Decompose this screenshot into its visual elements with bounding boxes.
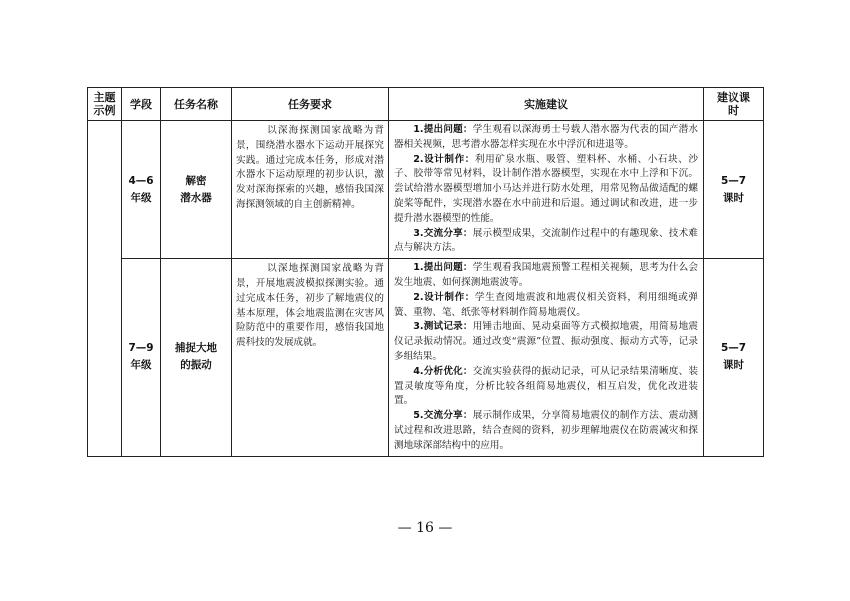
suggestion-step xyxy=(394,227,698,257)
step-text: 交流实验获得的振动记录，可从记录结果清晰度、装置灵敏度等角度，分析比较各组简易地震仪，相互启发，优化改进装置。 xyxy=(394,365,698,407)
hours-unit: 课时 xyxy=(723,359,744,372)
step-title: 1.提出问题： xyxy=(413,124,473,135)
hours-cell xyxy=(704,121,764,259)
table-row xyxy=(88,121,764,259)
step-text: 学生观看以深海勇士号载人潜水器为代表的国产潜水器相关视频，思考潜水器怎样实现在水中浮沉和进退等。 xyxy=(394,124,698,150)
step-title: 2.设计制作： xyxy=(413,153,475,165)
stage-cell xyxy=(122,121,161,259)
stage-range: 4—6 xyxy=(128,174,154,187)
suggestion-step xyxy=(394,320,698,364)
step-text: 展示制作成果，分享简易地震仪的制作方法、震动测试过程和改进思路，结合查阅的资料，初步理解地震仪在防震减灾和探测地球深部结构中的应用。 xyxy=(394,410,698,451)
step-title: 4.分析优化： xyxy=(413,365,473,377)
task-name-cell xyxy=(161,121,232,259)
step-title: 1.提出问题： xyxy=(413,262,473,274)
suggestion-step xyxy=(394,123,698,153)
task-name-line-1: 捕捉大地 xyxy=(175,342,217,355)
task-name-line-2: 的振动 xyxy=(180,359,212,372)
hours-range: 5—7 xyxy=(720,342,747,355)
suggestion-step xyxy=(394,153,698,227)
requirement-text: 以深海探测国家战略为背景，围绕潜水器水下运动开展探究实践。通过完成本任务，形成对潜水器水下运动原理的初步认识，激发对深海探索的兴趣，感悟我国深海探测领域的自主创新精神。 xyxy=(236,125,384,210)
stage-range: 7—9 xyxy=(128,342,154,355)
requirement-cell xyxy=(232,259,389,456)
step-title: 2.设计制作： xyxy=(413,291,475,303)
header-suggestions: 实施建议 xyxy=(389,88,704,121)
header-theme: 主题示例 xyxy=(88,88,122,121)
stage-cell xyxy=(122,259,161,456)
suggestion-step xyxy=(394,261,698,291)
suggestion-step xyxy=(394,409,698,453)
curriculum-table xyxy=(87,87,764,457)
step-text: 展示模型成果，交流制作过程中的有趣现象、技术难点与解决方法。 xyxy=(394,227,698,254)
suggestion-step xyxy=(394,365,698,409)
step-text: 学生查阅地震波和地震仪相关资料，利用细绳或弹簧、重物、笔、纸张等材料制作简易地震仪。 xyxy=(394,291,699,318)
header-requirements: 任务要求 xyxy=(232,88,389,121)
header-row xyxy=(88,88,764,121)
task-name-line-2: 潜水器 xyxy=(180,191,212,204)
step-text: 学生观看我国地震预警工程相关视频，思考为什么会发生地震、如何探测地震波等。 xyxy=(394,262,698,288)
table-row xyxy=(88,259,764,456)
header-task-name: 任务名称 xyxy=(161,88,232,121)
step-title: 3.测试记录： xyxy=(413,321,473,333)
stage-unit: 年级 xyxy=(130,191,152,204)
page-number: — 16 — xyxy=(397,520,453,536)
suggestion-cell xyxy=(389,259,704,456)
hours-unit: 课时 xyxy=(723,191,744,204)
step-text: 利用矿泉水瓶、吸管、塑料杯、水桶、小石块、沙子、胶带等常见材料，设计制作潜水器模型，实现在水中上浮和下沉。尝试给潜水器模型增加小马达并进行防水处理，用常见物品做适配的螺旋桨等配件，实现潜水器在水中前进和后退。通过调试和改进，进一步提升潜水器模型的性能。 xyxy=(394,153,699,224)
hours-cell xyxy=(704,259,764,456)
suggestion-cell xyxy=(389,121,704,259)
step-text: 用锤击地面、晃动桌面等方式模拟地震，用简易地震仪记录振动情况。通过改变“震源”位置、振动强度、振动方式等，记录多组结果。 xyxy=(394,321,698,362)
task-name-line-1: 解密 xyxy=(185,174,207,187)
suggestion-step xyxy=(394,291,698,321)
hours-range: 5—7 xyxy=(720,174,747,187)
requirement-text: 以深地探测国家战略为背景，开展地震波模拟探测实验。通过完成本任务，初步了解地震仪的基本原理，体会地震监测在灾害风险防范中的重要作用，感悟我国地震科技的发展成就。 xyxy=(236,263,384,349)
stage-unit: 年级 xyxy=(130,359,152,372)
task-name-cell xyxy=(161,259,232,456)
theme-cell xyxy=(88,121,122,457)
header-hours: 建议课时 xyxy=(704,88,764,121)
header-stage: 学段 xyxy=(122,88,161,121)
step-title: 3.交流分享： xyxy=(413,227,473,239)
requirement-cell xyxy=(232,121,389,259)
step-title: 5.交流分享： xyxy=(413,410,473,422)
